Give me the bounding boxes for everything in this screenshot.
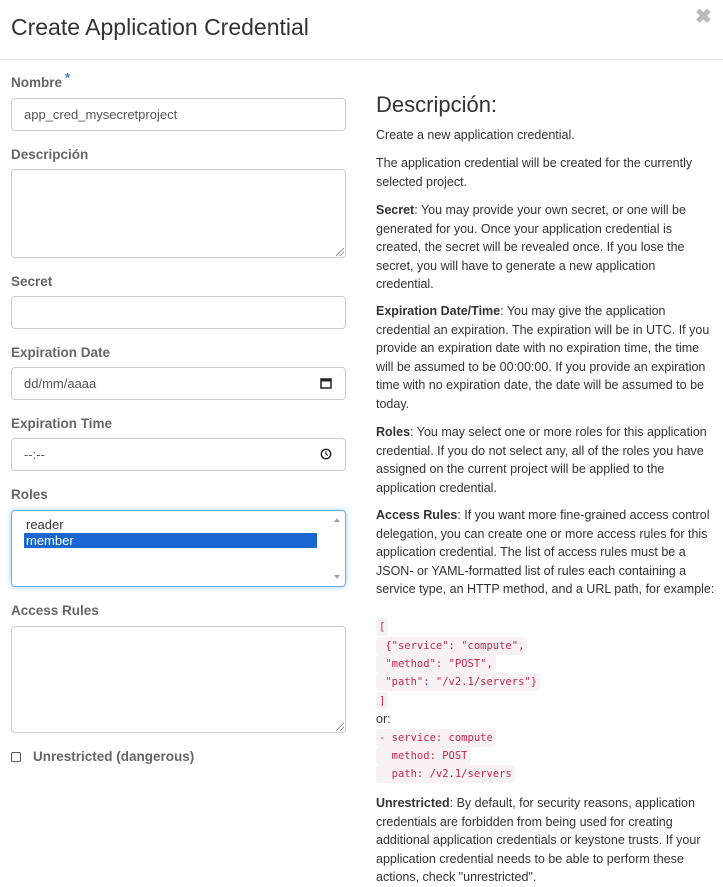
access-rules-label: Access Rules [11, 603, 99, 618]
code-line: {"service": "compute", [376, 637, 527, 655]
code-line: path: /v2.1/servers [376, 765, 515, 783]
code-line: "path": "/v2.1/servers"} [376, 673, 540, 691]
description-label: Descripción [11, 147, 89, 162]
secret-label: Secret [11, 274, 53, 289]
expiration-time-label: Expiration Time [11, 416, 113, 431]
code-line: - service: compute [376, 729, 496, 747]
role-option-reader[interactable]: reader [26, 517, 64, 532]
code-line: "method": "POST", [376, 655, 496, 673]
close-icon[interactable]: ✖ [695, 6, 712, 28]
code-line: ] [376, 692, 388, 710]
code-line: method: POST [376, 747, 471, 765]
unrestricted-checkbox[interactable] [11, 752, 21, 762]
expiration-date-label: Expiration Date [11, 345, 111, 360]
help-expiration [376, 302, 716, 413]
scroll-up-icon[interactable] [334, 518, 340, 522]
scroll-down-icon[interactable] [334, 575, 340, 579]
help-unrestricted-term: Unrestricted [376, 796, 450, 810]
required-marker: * [65, 70, 71, 85]
help-roles-term: Roles [376, 425, 411, 439]
resize-grip-icon[interactable] [336, 248, 344, 256]
help-expiration-term: Expiration Date/Time [376, 304, 501, 318]
help-access-rules [376, 506, 716, 599]
description-textarea[interactable] [11, 169, 346, 258]
name-input[interactable] [11, 98, 346, 131]
name-input-value: app_cred_mysecretproject [24, 107, 178, 122]
roles-label: Roles [11, 487, 48, 502]
expiration-time-placeholder: --:-- [24, 447, 45, 462]
help-unrestricted-text: : By default, for security reasons, application credentials are forbidden from being used for creating additional application credentials or keystone trusts. If your application credential needs to be able to perform these actions, check "unrestricted". [376, 796, 701, 884]
help-project: The application credential will be created for the currently selected project. [376, 156, 693, 189]
resize-grip-icon[interactable] [336, 723, 344, 731]
help-secret [376, 201, 716, 294]
expiration-time-input[interactable] [11, 438, 346, 471]
name-label-text: Nombre [11, 75, 63, 90]
help-unrestricted [376, 794, 716, 887]
secret-input[interactable] [11, 296, 346, 329]
help-secret-text: : You may provide your own secret, or one will be generated for you. Once your application credential is created, the secret will be revealed once. If you lose the secret, you will have to generate a new application credential. [376, 203, 686, 291]
expiration-date-input[interactable] [11, 367, 346, 400]
help-roles [376, 423, 716, 497]
help-title: Descripción: [376, 92, 498, 117]
roles-listbox[interactable] [11, 510, 346, 587]
help-roles-text: : You may select one or more roles for this application credential. If you do not select any, all of the roles you have assigned on the current project will be applied to the application credential. [376, 425, 707, 495]
role-option-member[interactable]: member [24, 533, 317, 548]
help-access-rules-term: Access Rules [376, 508, 458, 522]
code-line: [ [376, 618, 388, 636]
name-label [11, 70, 71, 92]
modal-header [0, 0, 723, 60]
calendar-icon[interactable] [320, 377, 332, 389]
modal-title: Create Application Credential [11, 14, 309, 40]
expiration-date-placeholder: dd/mm/aaaa [24, 376, 97, 391]
clock-icon[interactable] [320, 448, 332, 460]
help-secret-term: Secret [376, 203, 415, 217]
help-expiration-text: : You may give the application credential an expiration. The expiration will be in UTC. If you provide an expiration date with no expiration time, the time will be assumed to be 00:00:00. If you provide an expiration time with no expiration date, the date will be assumed to be today. [376, 304, 710, 411]
help-access-rules-text: : If you want more fine-grained access control delegation, you can create one or more access rules for this application credential. The list of access rules must be a JSON- or YAML-formatted list of rules each containing a service type, an HTTP method, and a URL path, for example: [376, 508, 715, 596]
access-rules-textarea[interactable] [11, 626, 346, 733]
unrestricted-label[interactable]: Unrestricted (dangerous) [33, 749, 195, 764]
or-text: or: [376, 712, 391, 726]
help-intro: Create a new application credential. [376, 128, 575, 142]
